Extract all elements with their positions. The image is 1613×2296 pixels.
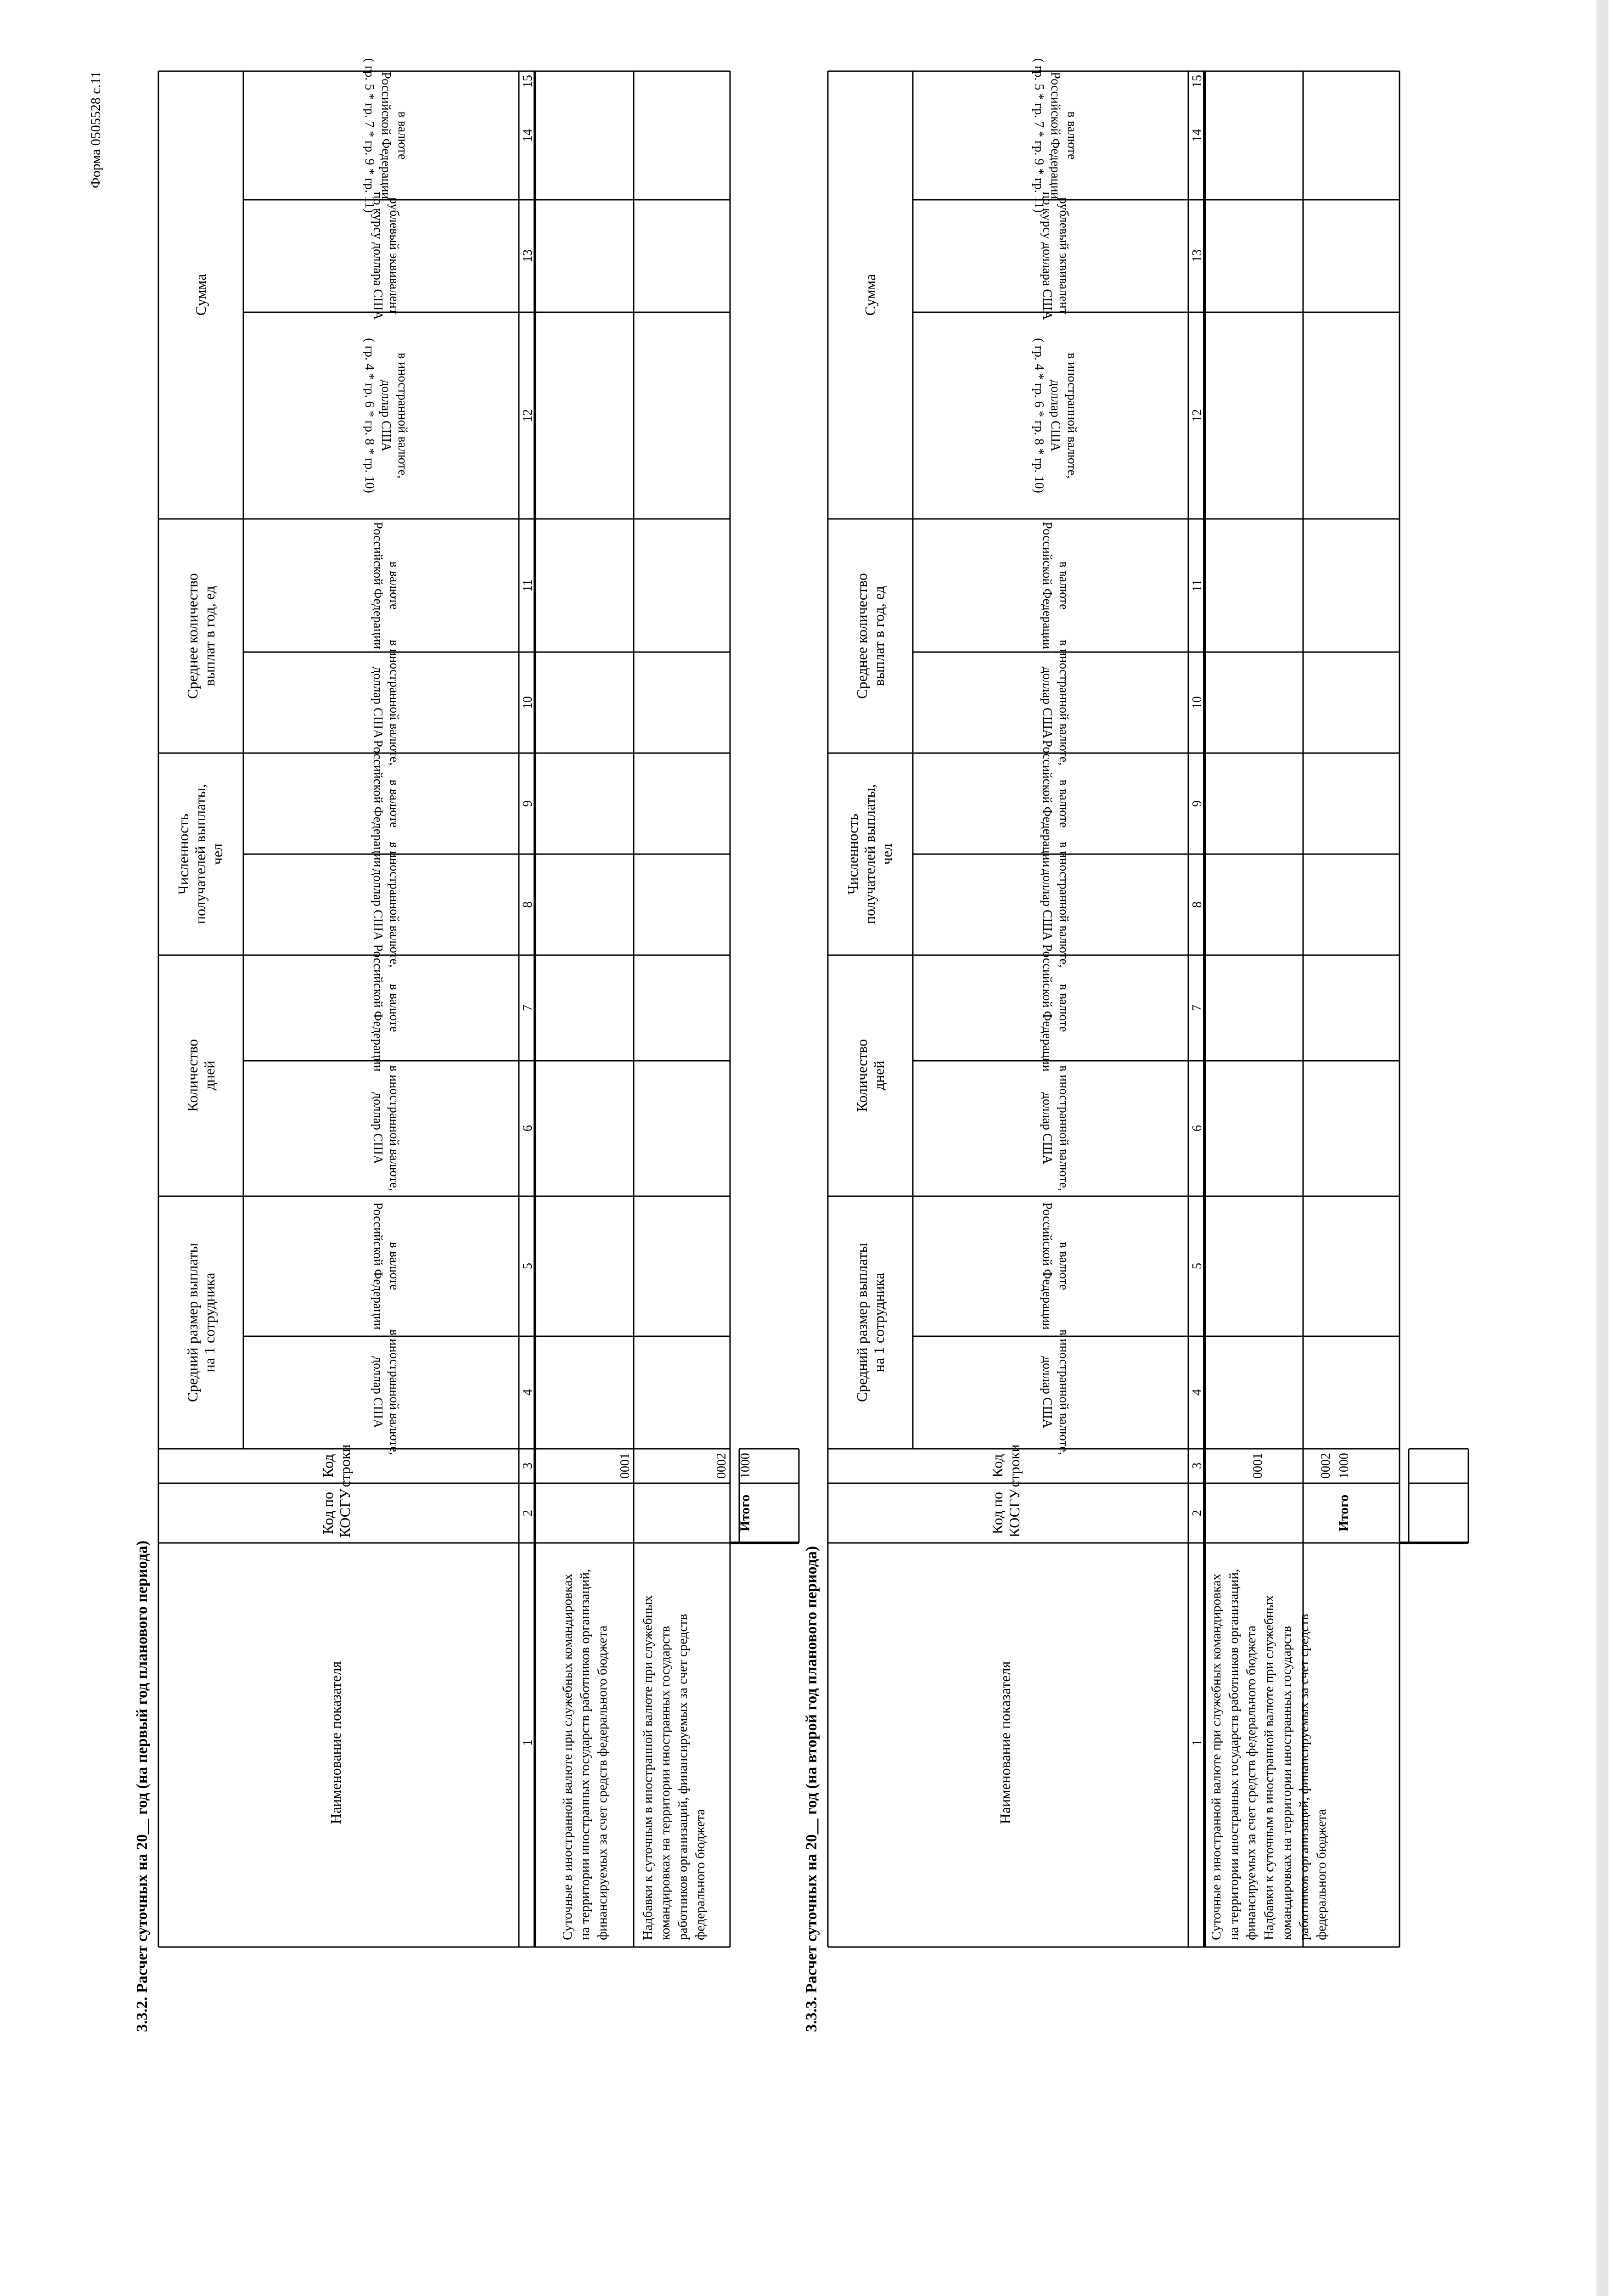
s1-colnum-6: 6 <box>521 1125 535 1131</box>
s2-sub-c6-2: доллар США <box>1040 1092 1054 1165</box>
s2-row2-line3: работников организаций, финансируемых за счет средств <box>1297 1614 1311 1940</box>
form-id-label: Форма 0505528 с.11 <box>88 71 103 189</box>
s2-group-payments-2: выплат в год, ед <box>871 586 887 686</box>
s1-row2-line3: работников организаций, финансируемых за счет средств <box>675 1614 690 1940</box>
s1-row1-line3: финансируемых за счет средств федерального бюджета <box>595 1626 610 1940</box>
s2-group-recipients-3: чел <box>878 843 895 865</box>
s2-sub-c13-2: по курсу доллара США <box>1040 191 1054 320</box>
s1-sub-c5-2: Российской Федерации <box>371 1202 385 1330</box>
s1-sub-c11-1: в валюте <box>387 561 401 610</box>
s2-group-sum: Сумма <box>862 274 878 316</box>
s2-row2-line4: федерального бюджета <box>1314 1809 1329 1940</box>
s2-sub-c5-2: Российской Федерации <box>1040 1202 1054 1330</box>
s1-colnum-12: 12 <box>521 409 535 422</box>
s1-colnum-13: 13 <box>521 249 535 262</box>
s1-total-label: Итого <box>737 1494 753 1532</box>
s2-header-kosgu-2: КОСГУ <box>1006 1488 1023 1538</box>
s1-header-name: Наименование показателя <box>327 1661 344 1824</box>
s2-sub-c9-2: Российской Федерации <box>1040 740 1054 867</box>
s2-row1-line1: Суточные в иностранной валюте при служебных командировках <box>1209 1573 1224 1940</box>
s1-group-days-2: дней <box>201 1060 218 1091</box>
section-2 <box>803 58 1468 2032</box>
s1-group-recipients-2: получателей выплаты, <box>192 784 208 924</box>
s1-colnum-7: 7 <box>521 1005 535 1011</box>
s1-sub-c7-1: в валюте <box>387 984 401 1032</box>
s1-sub-c6-1: в иностранной валюте, <box>387 1065 401 1191</box>
s1-sub-c4-1: в иностранной валюте, <box>387 1329 401 1455</box>
s1-sub-c9-2: Российской Федерации <box>371 740 385 867</box>
s1-row2-line4: федерального бюджета <box>693 1809 708 1940</box>
s2-colnum-14: 14 <box>1190 129 1204 142</box>
s2-row1-line2: на территории иностранных государств работников организаций, <box>1226 1569 1241 1940</box>
s2-sub-c8-1: в иностранной валюте, <box>1057 842 1071 968</box>
s2-sub-c9-1: в валюте <box>1057 779 1071 828</box>
s2-row1-code: 0001 <box>1251 1453 1265 1479</box>
s2-header-kosgu-1: Код по <box>989 1491 1006 1535</box>
s2-row1-line3: финансируемых за счет средств федерального бюджета <box>1244 1626 1259 1940</box>
s1-sub-c13-1: рублевый эквивалент <box>387 197 401 315</box>
s1-header-kosgu-2: КОСГУ <box>337 1488 353 1538</box>
s2-sub-c7-1: в валюте <box>1057 984 1071 1032</box>
s1-sub-c12-2: доллар США <box>379 379 393 452</box>
s2-sub-c13-1: рублевый эквивалент <box>1057 197 1071 315</box>
s1-group-payments-1: Среднее количество <box>184 573 201 699</box>
rotated-content <box>134 58 1468 2032</box>
s2-sub-c11-1: в валюте <box>1057 561 1071 610</box>
s1-sub-c7-2: Российской Федерации <box>371 944 385 1072</box>
s2-group-avg-pay-1: Средний размер выплаты <box>854 1243 870 1402</box>
s2-header-name: Наименование показателя <box>997 1661 1013 1824</box>
s2-group-days-2: дней <box>871 1060 887 1091</box>
s2-group-recipients-1: Численность <box>844 813 861 895</box>
s2-sub-c8-2: доллар США <box>1040 868 1054 941</box>
s1-group-avg-pay-2: на 1 сотрудника <box>201 1272 218 1373</box>
s2-colnum-5: 5 <box>1190 1263 1204 1269</box>
s1-colnum-5: 5 <box>521 1263 535 1269</box>
s1-colnum-1: 1 <box>521 1739 535 1746</box>
s2-colnum-11: 11 <box>1190 579 1204 592</box>
s2-sub-c12-2: доллар США <box>1048 379 1062 452</box>
s1-sub-c12-1: в иностранной валюте, <box>395 353 410 478</box>
s2-group-recipients-2: получателей выплаты, <box>861 784 878 924</box>
s1-sub-c10-2: доллар США <box>371 666 385 739</box>
s1-group-recipients-3: чел <box>209 843 225 865</box>
s2-colnum-1: 1 <box>1190 1739 1204 1746</box>
s1-sub-c14-1: в валюте <box>395 111 410 160</box>
s1-sub-c12-3: ( гр. 4 * гр. 6 * гр. 8 * гр. 10) <box>362 338 377 493</box>
s2-colnum-12: 12 <box>1190 409 1204 422</box>
s1-sub-c10-1: в иностранной валюте, <box>387 640 401 765</box>
s2-row2-code: 0002 <box>1319 1453 1333 1479</box>
s1-row1-code: 0001 <box>618 1453 632 1479</box>
s1-group-avg-pay-1: Средний размер выплаты <box>184 1243 201 1402</box>
s1-colnum-10: 10 <box>521 696 535 709</box>
s1-colnum-15: 15 <box>521 75 535 88</box>
s1-sub-c8-1: в иностранной валюте, <box>387 842 401 968</box>
s2-sub-c12-1: в иностранной валюте, <box>1065 353 1079 478</box>
s1-sub-c14-3: ( гр. 5 * гр. 7 * гр. 9 * гр. 11) <box>362 58 377 213</box>
s2-sub-c11-2: Российской Федерации <box>1040 522 1054 649</box>
s1-row2-line1: Надбавки к суточным в иностранной валюте при служебных <box>641 1595 655 1940</box>
s2-colnum-8: 8 <box>1190 901 1204 908</box>
s1-colnum-2: 2 <box>521 1510 535 1516</box>
s1-group-days-1: Количество <box>184 1039 201 1112</box>
s1-colnum-9: 9 <box>521 800 535 807</box>
s1-sub-c11-2: Российской Федерации <box>371 522 385 649</box>
s1-row1-line1: Суточные в иностранной валюте при служебных командировках <box>560 1573 575 1940</box>
s1-group-payments-2: выплат в год, ед <box>201 586 218 686</box>
s2-sub-c4-2: доллар США <box>1040 1356 1054 1429</box>
s1-sub-c8-2: доллар США <box>371 868 385 941</box>
s1-group-recipients-1: Численность <box>175 813 191 895</box>
s2-colnum-15: 15 <box>1190 75 1204 88</box>
s1-row1-line2: на территории иностранных государств работников организаций, <box>578 1569 592 1940</box>
s2-colnum-3: 3 <box>1190 1463 1204 1469</box>
s2-sub-c10-2: доллар США <box>1040 666 1054 739</box>
s1-sub-c13-2: по курсу доллара США <box>371 191 385 320</box>
s2-colnum-9: 9 <box>1190 800 1204 807</box>
s2-colnum-4: 4 <box>1190 1389 1204 1396</box>
s2-colnum-13: 13 <box>1190 249 1204 262</box>
s1-header-code-1: Код <box>320 1454 336 1478</box>
s2-header-code-1: Код <box>989 1454 1006 1478</box>
s1-group-sum: Сумма <box>192 274 209 316</box>
s2-total-code: 1000 <box>1337 1453 1351 1479</box>
s1-colnum-11: 11 <box>521 579 535 592</box>
s2-sub-c14-2: Российской Федерации <box>1048 72 1062 199</box>
s1-row2-line2: командировках на территории иностранных государств <box>658 1626 673 1940</box>
s2-sub-c14-3: ( гр. 5 * гр. 7 * гр. 9 * гр. 11) <box>1032 58 1046 213</box>
s2-sub-c6-1: в иностранной валюте, <box>1057 1065 1071 1191</box>
s1-row2-code: 0002 <box>714 1453 729 1479</box>
s2-sub-c5-1: в валюте <box>1057 1242 1071 1290</box>
section-1-title: 3.3.2. Расчет суточных на 20__ год (на первый год планового периода) <box>134 1540 151 2032</box>
s2-sub-c12-3: ( гр. 4 * гр. 6 * гр. 8 * гр. 10) <box>1032 338 1046 493</box>
s2-row2-line1: Надбавки к суточным в иностранной валюте при служебных <box>1262 1595 1276 1940</box>
s1-sub-c14-2: Российской Федерации <box>379 72 393 199</box>
s2-colnum-2: 2 <box>1190 1510 1204 1516</box>
s2-sub-c7-2: Российской Федерации <box>1040 944 1054 1072</box>
s1-colnum-8: 8 <box>521 901 535 908</box>
s1-header-kosgu-1: Код по <box>320 1491 336 1535</box>
s2-group-days-1: Количество <box>854 1039 870 1112</box>
s1-sub-c6-2: доллар США <box>371 1092 385 1165</box>
section-2-title: 3.3.3. Расчет суточных на 20__ год (на второй год планового периода) <box>803 1546 820 2032</box>
s1-total-code: 1000 <box>738 1453 753 1479</box>
s2-colnum-10: 10 <box>1190 696 1204 709</box>
s1-colnum-3: 3 <box>521 1463 535 1469</box>
s1-colnum-14: 14 <box>521 129 535 142</box>
s2-group-payments-1: Среднее количество <box>854 573 870 699</box>
s2-sub-c14-1: в валюте <box>1065 111 1079 160</box>
s2-row2-line2: командировках на территории иностранных государств <box>1279 1626 1294 1940</box>
s2-sub-c10-1: в иностранной валюте, <box>1057 640 1071 765</box>
s1-sub-c9-1: в валюте <box>387 779 401 828</box>
s2-sub-c4-1: в иностранной валюте, <box>1057 1329 1071 1455</box>
s2-total-label: Итого <box>1336 1494 1351 1532</box>
s2-colnum-7: 7 <box>1190 1005 1204 1011</box>
s1-sub-c5-1: в валюте <box>387 1242 401 1290</box>
s2-group-avg-pay-2: на 1 сотрудника <box>871 1272 887 1373</box>
s2-header-code-2: строки <box>1006 1444 1023 1487</box>
s1-sub-c4-2: доллар США <box>371 1356 385 1429</box>
s2-colnum-6: 6 <box>1190 1125 1204 1131</box>
s1-colnum-4: 4 <box>521 1389 535 1396</box>
s1-header-code-2: строки <box>337 1444 353 1487</box>
section-1 <box>134 58 799 2032</box>
